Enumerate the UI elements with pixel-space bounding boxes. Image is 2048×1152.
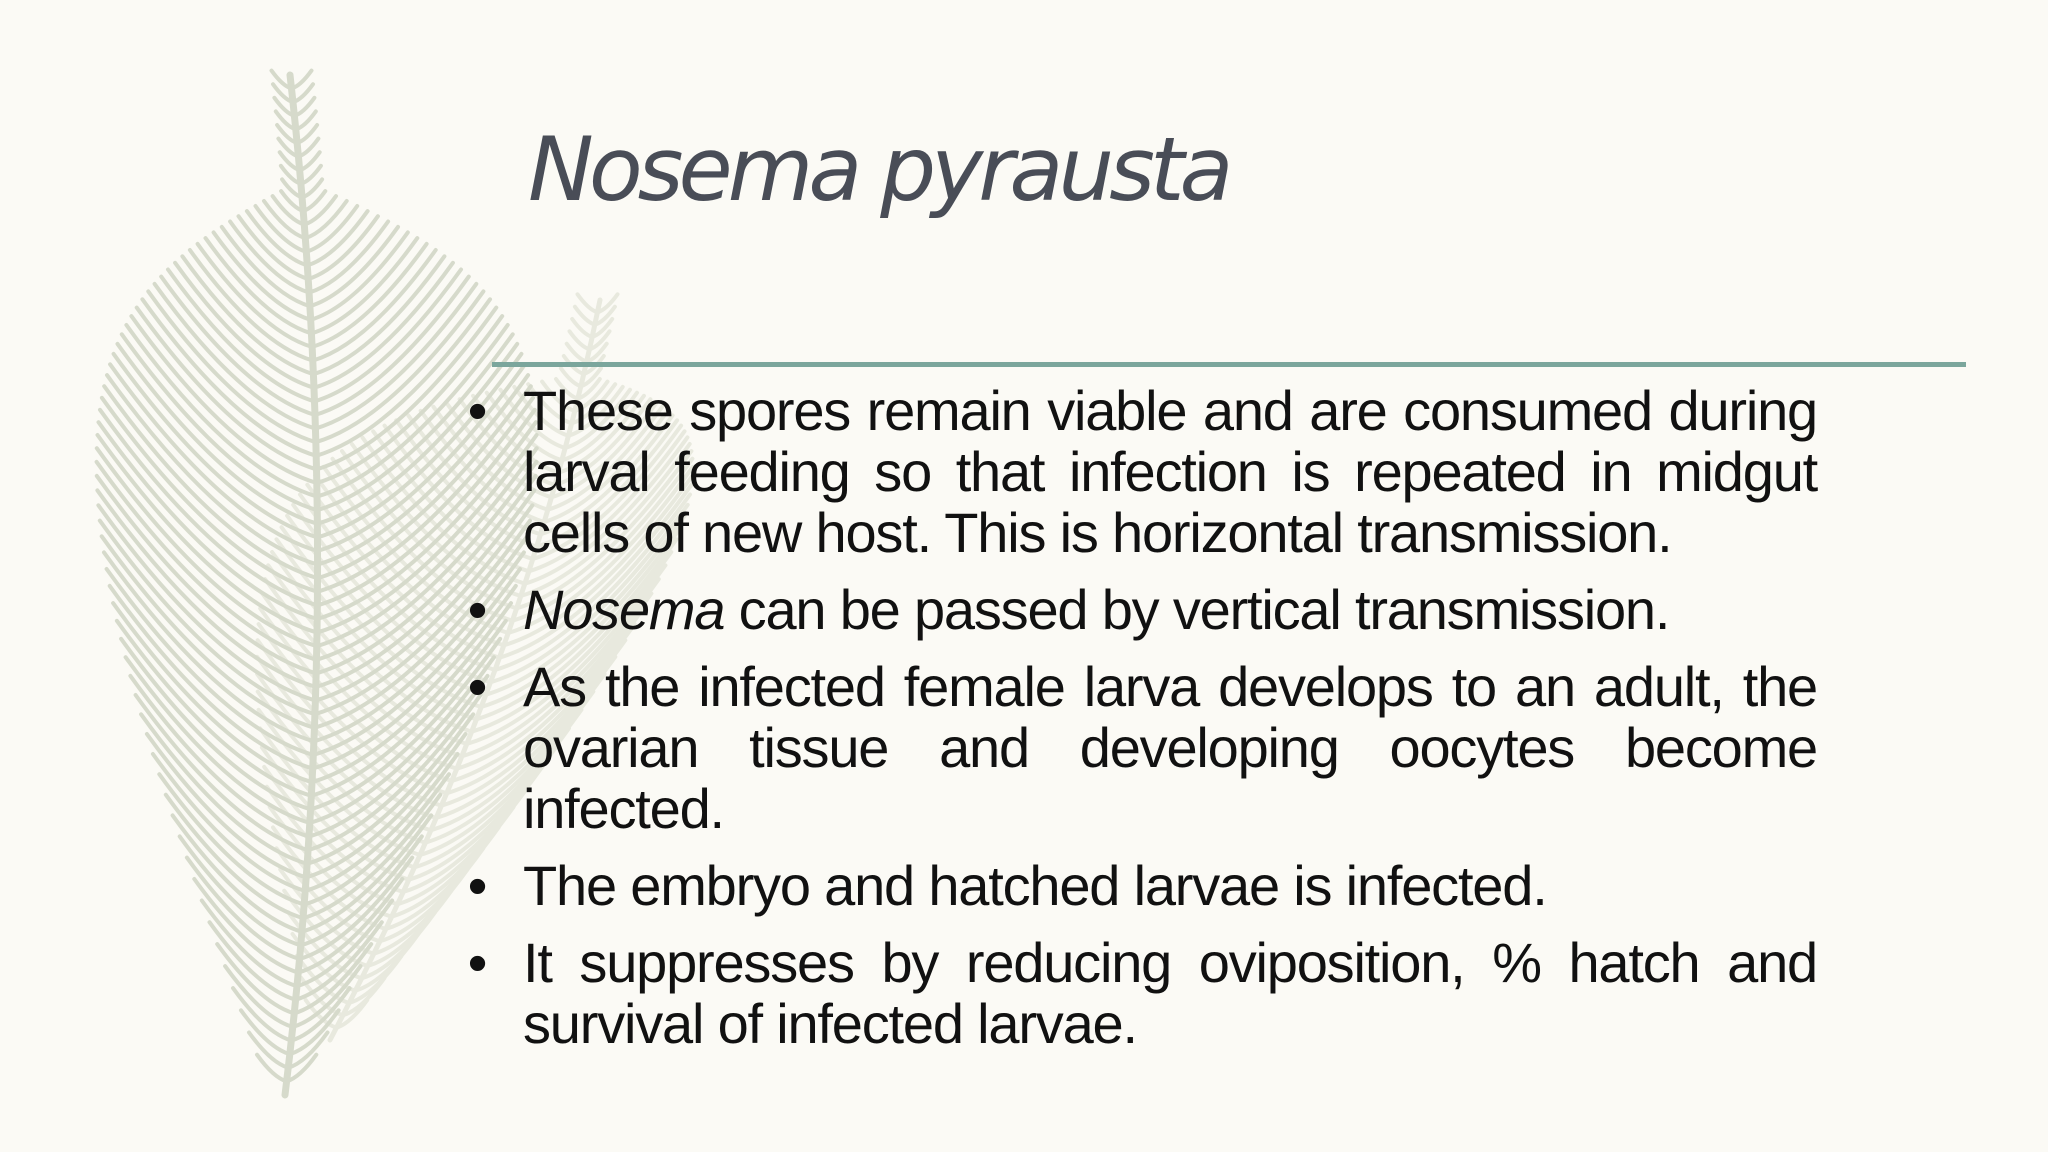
bullet-marker: •	[467, 854, 487, 917]
bullet-marker: •	[467, 655, 487, 718]
bullet-text: It suppresses by reducing oviposition, % hatch and survival of infected larvae.	[523, 931, 1817, 1055]
bullet-marker: •	[467, 931, 487, 994]
italic-term: Nosema	[523, 578, 725, 641]
bullet-text-rest: can be passed by vertical transmission.	[724, 578, 1670, 641]
bullet-list	[462, 380, 1817, 1070]
slide-title: Nosema pyrausta	[528, 118, 1229, 221]
bullet-text: These spores remain viable and are consumed during larval feeding so that infection is repeated in midgut cells of new host. This is horizontal transmission.	[523, 379, 1817, 564]
bullet-text	[523, 579, 1817, 640]
title-divider	[492, 362, 1966, 367]
bullet-item	[462, 656, 1817, 839]
bullet-item	[462, 932, 1817, 1054]
bullet-marker: •	[467, 379, 487, 442]
bullet-item	[462, 855, 1817, 916]
bullet-text: As the infected female larva develops to an adult, the ovarian tissue and developing oocytes become infected.	[523, 655, 1817, 840]
bullet-item	[462, 380, 1817, 563]
bullet-item	[462, 579, 1817, 640]
bullet-text: The embryo and hatched larvae is infected.	[523, 854, 1547, 917]
bullet-marker: •	[467, 578, 487, 641]
